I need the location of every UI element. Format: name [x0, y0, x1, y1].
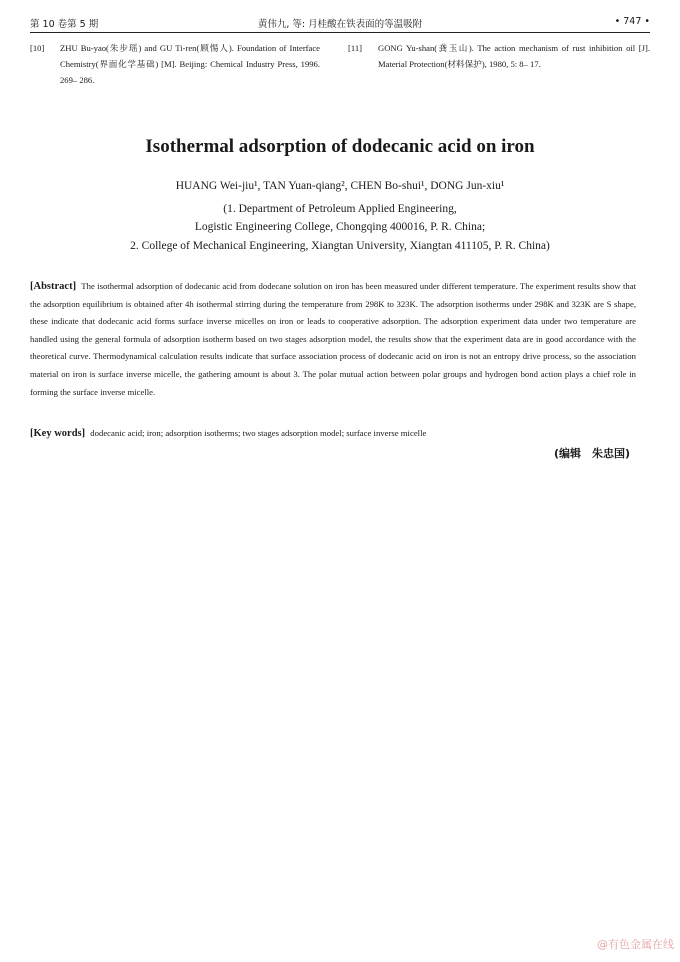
affiliation-line: (1. Department of Petroleum Applied Engineering,: [223, 203, 457, 215]
affiliation-line: 2. College of Mechanical Engineering, Xiangtan University, Xiangtan 411105, P. R. China): [130, 240, 550, 252]
affiliation-line: Logistic Engineering College, Chongqing 400016, P. R. China;: [194, 221, 486, 233]
journal-volume-issue: 第 10 卷第 5 期: [30, 19, 99, 30]
reference-list: [30, 40, 650, 100]
keywords-label: [Key words]: [30, 428, 86, 439]
watermark: @有色金属在线: [597, 938, 674, 951]
page-number: • 747 •: [614, 16, 650, 27]
running-title: 黄伟九, 等: 月桂酸在铁表面的等温吸附: [257, 19, 423, 30]
keywords-text: dodecanic acid; iron; adsorption isotherms; two stages adsorption model; surface inverse micelle: [90, 428, 427, 438]
author-list: HUANG Wei-jiu¹, TAN Yuan-qiang², CHEN Bo-shui¹, DONG Jun-xiu¹: [175, 180, 505, 192]
reference-item: [348, 40, 650, 72]
abstract-label: [Abstract]: [30, 281, 77, 292]
reference-number: [10]: [30, 43, 45, 53]
running-header: [30, 14, 650, 33]
abstract: [30, 278, 636, 401]
article-title: Isothermal adsorption of dodecanic acid on iron: [145, 136, 535, 157]
keywords: [30, 428, 640, 439]
abstract-text: The isothermal adsorption of dodecanic acid from dodecane solution on iron has been measured under different temperature. The experiment results show that the adsorption equilibrium is obtained after 4h isothermal stirring during the temperature from 298K to 323K. The adsorption isotherms under 298K and 323K are S shape, these indicate that dodecanic acid forms surface inverse micelles on iron or leads to cooperative adsorption. The adsorption experiment data under two temperature are handled using the general formula of adsorption isotherm based on two stages adsorption model, the results show that the experiment data are in good accordance with the theoretical curve. Thermodynamical calculation results indicate that surface association process of dodecanic acid on iron is not an entropy drive process, so the association material on iron is surface inverse micelle, the gathering amount is about 3. The polar mutual action between polar groups and hydrogen bond action plays a chief role in forming the surface inverse micelle.: [30, 281, 637, 397]
reference-number: [11]: [348, 43, 362, 53]
reference-item: [30, 40, 320, 88]
editor-note: (编辑 朱忠国): [553, 447, 630, 460]
reference-text: GONG Yu-shan(龚玉山). The action mechanism of rust inhibition oil [J]. Material Protection(材料保护), 1980, 5: 8– 17.: [378, 43, 650, 69]
reference-text: ZHU Bu-yao(朱步瑶) and GU Ti-ren(顾惕人). Foundation of Interface Chemistry(界面化学基础) [M]. Beijing: Chemical Industry Press, 1996. 269– 286.: [60, 43, 320, 85]
